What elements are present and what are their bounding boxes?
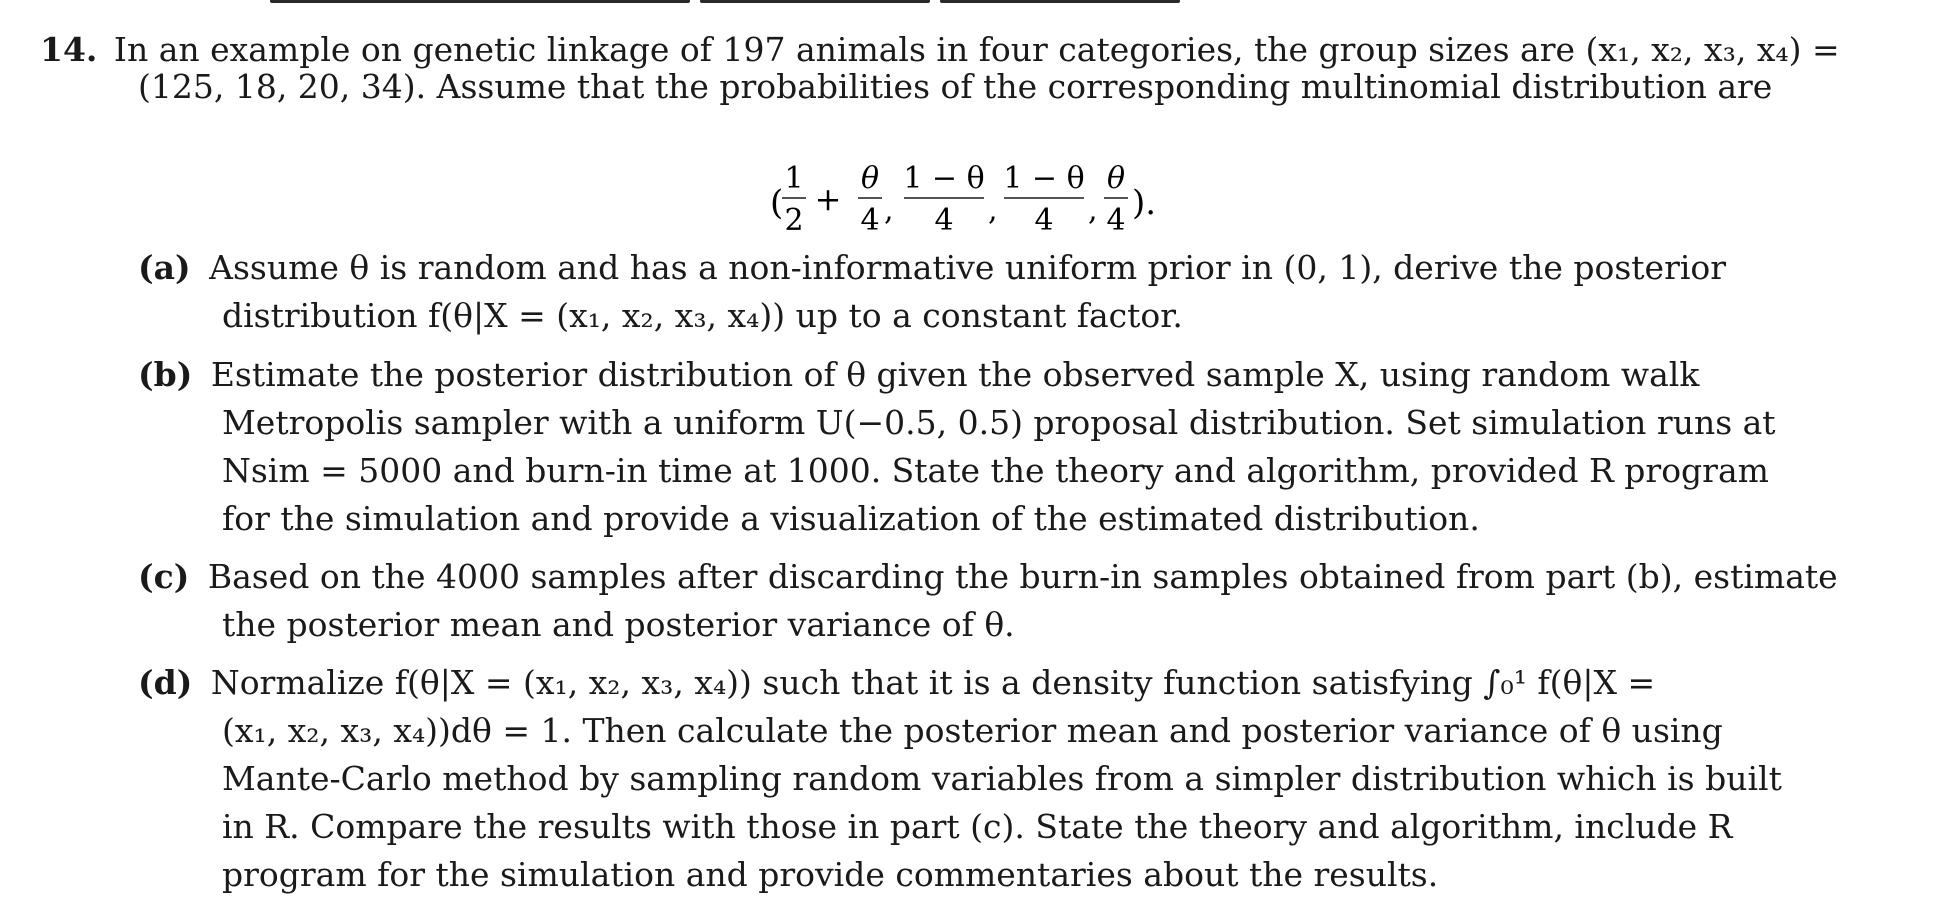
part-b-line-2: [222, 403, 1776, 443]
part-a-line-1: [138, 248, 1726, 288]
formula-t1-num: 1: [784, 161, 804, 196]
formula-open-paren: (: [770, 183, 784, 223]
part-d-line-1: [138, 663, 1655, 703]
part-d-text-5: program for the simulation and provide commentaries about the results.: [222, 855, 1439, 894]
formula-t5-den: 4: [1106, 203, 1126, 238]
formula-t5-num: θ: [1106, 161, 1126, 196]
part-d-label: (d): [138, 663, 193, 702]
part-a-line-2: [222, 296, 1183, 336]
problem-intro-1: In an example on genetic linkage of 197 animals in four categories, the group sizes are (x₁, x₂, x₃, x₄) =: [113, 30, 1840, 69]
part-d-text-3: Mante-Carlo method by sampling random variables from a simpler distribution which is built: [222, 759, 1782, 798]
part-d-line-2: [222, 711, 1723, 751]
part-b-line-4: [222, 499, 1480, 539]
part-d-line-3: [222, 759, 1782, 799]
part-b-line-1: [138, 355, 1699, 395]
problem-line-2: [138, 67, 1772, 107]
formula-comma: ,: [988, 193, 998, 228]
part-b-line-3: [222, 451, 1769, 491]
formula-plus: +: [814, 180, 842, 218]
part-c-line-1: [138, 557, 1838, 597]
formula-comma: ,: [1088, 193, 1098, 228]
part-b-text-1: Estimate the posterior distribution of θ given the observed sample X, using random walk: [210, 355, 1700, 394]
part-c-text-2: the posterior mean and posterior variance of θ.: [222, 605, 1015, 644]
part-d-text-4: in R. Compare the results with those in part (c). State the theory and algorithm, include R: [222, 807, 1733, 846]
problem-intro-2: (125, 18, 20, 34). Assume that the probabilities of the corresponding multinomial distribution are: [138, 67, 1773, 106]
part-c-line-2: [222, 605, 1015, 645]
formula-svg: [770, 150, 1230, 240]
part-b-label: (b): [138, 355, 193, 394]
part-a-text-1: Assume θ is random and has a non-informative uniform prior in (0, 1), derive the posterior: [209, 248, 1727, 287]
part-b-text-2: Metropolis sampler with a uniform U(−0.5, 0.5) proposal distribution. Set simulation runs at: [222, 403, 1776, 442]
clipped-previous-line: [0, 0, 1946, 6]
part-b-text-4: for the simulation and provide a visualization of the estimated distribution.: [222, 499, 1480, 538]
part-a-label: (a): [138, 248, 191, 287]
part-c-text-1: Based on the 4000 samples after discarding the burn-in samples obtained from part (b), estimate: [207, 557, 1838, 596]
part-d-line-5: [222, 855, 1438, 895]
formula-t4-den: 4: [1034, 203, 1054, 238]
part-a-text-2: distribution f(θ|X = (x₁, x₂, x₃, x₄)) up to a constant factor.: [222, 296, 1183, 335]
part-b-text-3: Nsim = 5000 and burn-in time at 1000. State the theory and algorithm, provided R program: [222, 451, 1769, 490]
formula-comma: ,: [884, 193, 894, 228]
formula-close-paren: ).: [1132, 183, 1157, 223]
formula-t2-den: 4: [860, 203, 880, 238]
formula-t2-num: θ: [860, 161, 880, 196]
part-d-line-4: [222, 807, 1733, 847]
part-d-text-1: Normalize f(θ|X = (x₁, x₂, x₃, x₄)) such that it is a density function satisfying ∫₀¹ f(θ|X =: [210, 663, 1656, 702]
formula-t3-den: 4: [934, 203, 954, 238]
formula-t4-num: 1 − θ: [1003, 161, 1085, 196]
probability-formula: [770, 150, 1230, 240]
problem-line-1: [40, 30, 1916, 70]
formula-t1-den: 2: [784, 203, 804, 238]
part-d-text-2: (x₁, x₂, x₃, x₄))dθ = 1. Then calculate the posterior mean and posterior variance of θ using: [222, 711, 1723, 750]
part-c-label: (c): [138, 557, 190, 596]
problem-number: 14.: [40, 30, 98, 69]
formula-t3-num: 1 − θ: [903, 161, 985, 196]
